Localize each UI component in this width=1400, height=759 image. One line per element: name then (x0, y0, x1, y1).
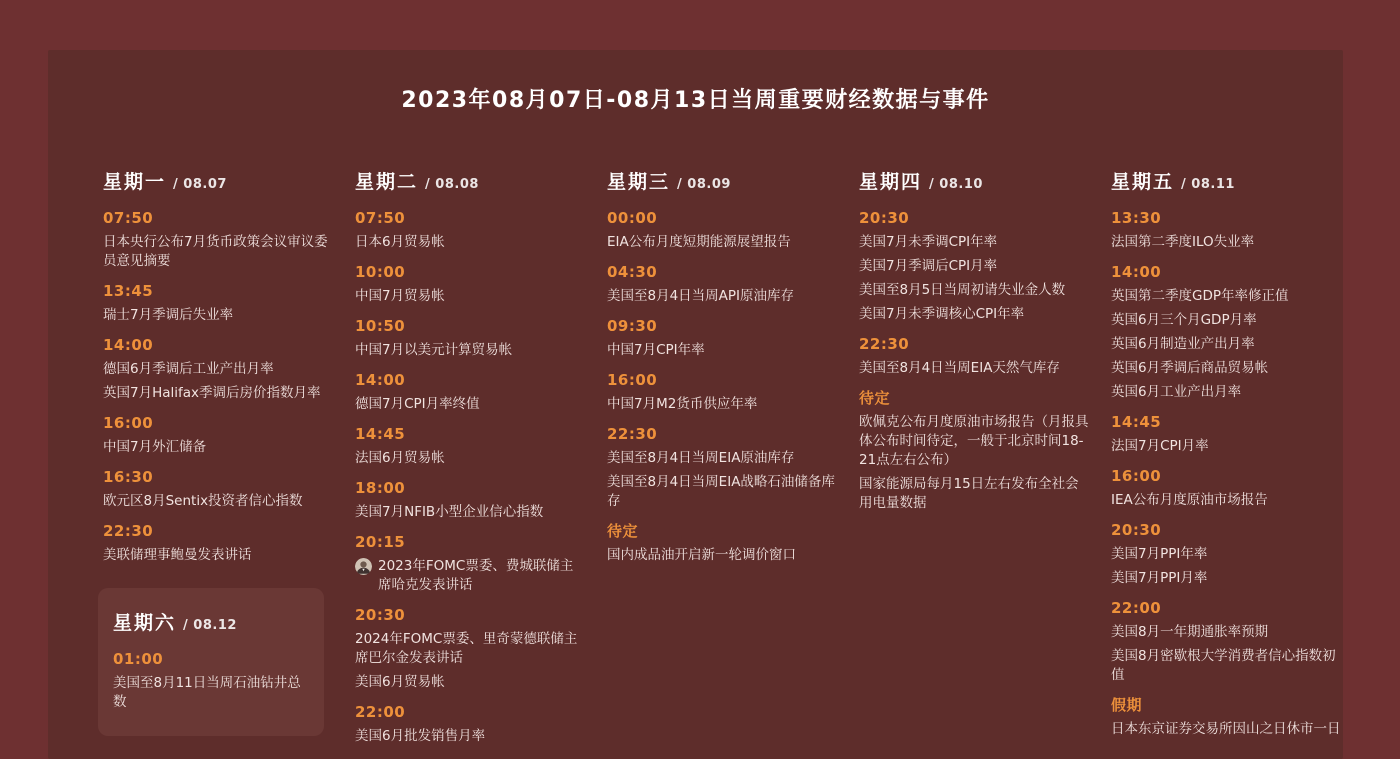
slot-time-label: 22:30 (103, 522, 154, 540)
slot-time-label: 10:00 (355, 263, 406, 281)
slot-time-label: 20:30 (859, 209, 910, 227)
day-date: / 08.12 (183, 618, 237, 633)
day-header (859, 167, 1089, 194)
slot-time-label: 14:45 (1111, 413, 1162, 431)
event-item: EIA公布月度短期能源展望报告 (607, 234, 791, 250)
event-item: 美国6月批发销售月率 (355, 728, 486, 744)
event-item: 美国7月PPI月率 (1111, 570, 1208, 586)
event-item: 美国至8月4日当周EIA战略石油储备库存 (607, 474, 835, 509)
time-slot (355, 425, 585, 468)
slot-time-label: 18:00 (355, 479, 406, 497)
time-slot (1111, 599, 1341, 685)
event-item: 日本东京证券交易所因山之日休市一日 (1111, 721, 1341, 737)
page-title: 2023年08月07日-08月13日当周重要财经数据与事件 (401, 88, 990, 113)
slot-time-label: 假期 (1111, 696, 1143, 714)
slot-time-label: 07:50 (355, 209, 406, 227)
time-slot (607, 317, 837, 360)
slot-time-label: 14:00 (103, 336, 154, 354)
time-slot (859, 209, 1089, 324)
slot-time-label: 16:00 (103, 414, 154, 432)
event-item: 英国6月工业产出月率 (1111, 384, 1242, 400)
day-column-3 (607, 167, 837, 565)
day-column-1 (103, 167, 333, 565)
time-slot (103, 414, 333, 457)
time-slot (607, 425, 837, 511)
event-item: 美国7月未季调CPI年率 (859, 234, 998, 250)
calendar-panel (48, 50, 1343, 759)
event-item: 美国6月贸易帐 (355, 674, 445, 690)
day-name: 星期三 (607, 171, 671, 193)
event-item: 美国至8月4日当周EIA原油库存 (607, 450, 795, 466)
time-slot (355, 317, 585, 360)
time-slot (1111, 696, 1341, 739)
slot-time-label: 22:00 (355, 703, 406, 721)
event-item: 瑞士7月季调后失业率 (103, 307, 234, 323)
event-item: 中国7月外汇储备 (103, 439, 207, 455)
day-date: / 08.09 (677, 177, 731, 192)
time-slot (1111, 413, 1341, 456)
slot-time-label: 14:00 (355, 371, 406, 389)
day-date: / 08.11 (1181, 177, 1235, 192)
event-item: 英国6月季调后商品贸易帐 (1111, 360, 1269, 376)
day-column-2 (355, 167, 585, 746)
time-slot (103, 468, 333, 511)
day-name: 星期一 (103, 171, 167, 193)
day-name: 星期二 (355, 171, 419, 193)
slot-time-label: 20:30 (1111, 521, 1162, 539)
slot-time-label: 14:00 (1111, 263, 1162, 281)
time-slot (355, 533, 585, 595)
event-item: 英国6月三个月GDP月率 (1111, 312, 1257, 328)
event-item: 美国8月密歇根大学消费者信心指数初值 (1111, 648, 1336, 683)
event-item: 国家能源局每月15日左右发布全社会用电量数据 (859, 476, 1079, 511)
time-slot (607, 522, 837, 565)
event-item: 美联储理事鲍曼发表讲话 (103, 547, 252, 563)
slot-time-label: 22:30 (607, 425, 658, 443)
event-text: 2023年FOMC票委、费城联储主席哈克发表讲话 (378, 558, 574, 593)
event-item: 法国第二季度ILO失业率 (1111, 234, 1255, 250)
slot-time-label: 13:30 (1111, 209, 1162, 227)
event-item: 英国6月制造业产出月率 (1111, 336, 1255, 352)
slot-time-label: 00:00 (607, 209, 658, 227)
event-item: 美国7月PPI年率 (1111, 546, 1208, 562)
event-item: 欧元区8月Sentix投资者信心指数 (103, 493, 303, 509)
event-item: 国内成品油开启新一轮调价窗口 (607, 547, 796, 563)
slot-time-label: 04:30 (607, 263, 658, 281)
event-item: 2024年FOMC票委、里奇蒙德联储主席巴尔金发表讲话 (355, 631, 578, 666)
event-item: 美国7月未季调核心CPI年率 (859, 306, 1025, 322)
event-item: IEA公布月度原油市场报告 (1111, 492, 1268, 508)
time-slot (859, 335, 1089, 378)
event-item: 中国7月M2货币供应年率 (607, 396, 758, 412)
day-header (355, 167, 585, 194)
event-item: 美国7月季调后CPI月率 (859, 258, 998, 274)
day-date: / 08.10 (929, 177, 983, 192)
slot-time-label: 待定 (859, 389, 891, 407)
slot-time-label: 16:00 (1111, 467, 1162, 485)
time-slot (607, 263, 837, 306)
slot-time-label: 16:30 (103, 468, 154, 486)
event-item: 美国至8月4日当周API原油库存 (607, 288, 795, 304)
time-slot (355, 703, 585, 746)
time-slot (355, 479, 585, 522)
slot-time-label: 20:15 (355, 533, 406, 551)
time-slot (103, 282, 333, 325)
slot-time-label: 22:30 (859, 335, 910, 353)
time-slot (1111, 521, 1341, 588)
time-slot (859, 389, 1089, 513)
time-slot (355, 371, 585, 414)
time-slot (1111, 209, 1341, 252)
slot-time-label: 10:50 (355, 317, 406, 335)
event-item: 德国7月CPI月率终值 (355, 396, 480, 412)
time-slot (1111, 263, 1341, 402)
event-item: 美国7月NFIB小型企业信心指数 (355, 504, 544, 520)
event-item: 美国至8月4日当周EIA天然气库存 (859, 360, 1060, 376)
event-item: 中国7月以美元计算贸易帐 (355, 342, 513, 358)
time-slot (607, 209, 837, 252)
event-item: 英国第二季度GDP年率修正值 (1111, 288, 1289, 304)
day-name: 星期六 (113, 612, 177, 634)
slot-time-label: 13:45 (103, 282, 154, 300)
time-slot (103, 209, 333, 271)
time-slot (607, 371, 837, 414)
event-item: 中国7月贸易帐 (355, 288, 445, 304)
event-item: 德国6月季调后工业产出月率 (103, 361, 274, 377)
time-slot (103, 522, 333, 565)
slot-time-label: 待定 (607, 522, 639, 540)
slot-time-label: 09:30 (607, 317, 658, 335)
slot-time-label: 07:50 (103, 209, 154, 227)
slot-time-label: 01:00 (113, 650, 164, 668)
event-item: 欧佩克公布月度原油市场报告（月报具体公布时间待定，一般于北京时间18-21点左右公布） (859, 414, 1089, 468)
time-slot (1111, 467, 1341, 510)
slot-time-label: 22:00 (1111, 599, 1162, 617)
day-date: / 08.08 (425, 177, 479, 192)
time-slot (355, 209, 585, 252)
day-date: / 08.07 (173, 177, 227, 192)
day-header (1111, 167, 1341, 194)
event-item: 美国至8月11日当周石油钻井总数 (113, 675, 301, 710)
day-name: 星期五 (1111, 171, 1175, 193)
event-item: 法国6月贸易帐 (355, 450, 445, 466)
slot-time-label: 14:45 (355, 425, 406, 443)
event-item: 中国7月CPI年率 (607, 342, 705, 358)
day-name: 星期四 (859, 171, 923, 193)
day-column-4 (859, 167, 1089, 513)
slot-time-label: 20:30 (355, 606, 406, 624)
saturday-card (98, 588, 324, 736)
speaker-avatar-icon (355, 558, 372, 575)
event-item: 美国至8月5日当周初请失业金人数 (859, 282, 1066, 298)
event-item (355, 557, 585, 595)
time-slot (113, 650, 309, 712)
event-item: 英国7月Halifax季调后房价指数月率 (103, 385, 321, 401)
time-slot (103, 336, 333, 403)
event-item: 法国7月CPI月率 (1111, 438, 1209, 454)
slot-time-label: 16:00 (607, 371, 658, 389)
time-slot (355, 263, 585, 306)
day-header (103, 167, 333, 194)
day-column-5 (1111, 167, 1341, 739)
event-item: 日本央行公布7月货币政策会议审议委员意见摘要 (103, 234, 328, 269)
day-header (113, 608, 309, 635)
event-item: 日本6月贸易帐 (355, 234, 445, 250)
day-header (607, 167, 837, 194)
time-slot (355, 606, 585, 692)
event-item: 美国8月一年期通胀率预期 (1111, 624, 1269, 640)
